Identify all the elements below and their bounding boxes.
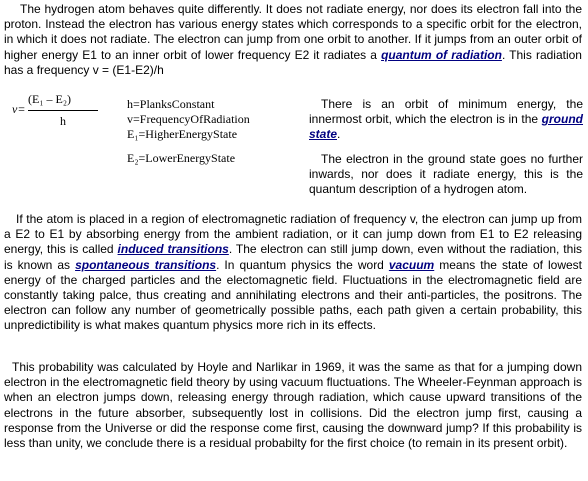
ground-text-after: . [337,127,341,142]
field-text-1: If the atom is placed in a region of electromagnetic radiation of frequency v, the electron can jump up from a E2 to E1 by absorbing energy from the ambient radiation, or it can jump down from E1 to E2 releasing energy, this is called [4,212,582,257]
frequency-formula [12,88,102,138]
field-text-3: . In quantum physics the word [216,257,384,272]
definition-lower-energy: E₂=LowerEnergyState [127,151,236,165]
formula-nu: v= [12,102,26,116]
formula-definitions [127,97,307,166]
definition-planck: h=PlanksConstant [127,97,215,111]
transitions-paragraph [4,212,582,334]
field-text-2: . The electron can still jump down, even without the radiation, this is known as [4,242,582,272]
spontaneous-transitions-link[interactable]: spontaneous transitions [75,257,217,272]
formula-denominator: h [60,114,66,128]
formula-numerator: (E₁ – E₂) [28,92,72,106]
field-text-4: means the state of lowest energy of the charged particles and the electomagnetic field. Fluctuations in the electromagnetic field are constantly taking palce, thus creating and annihilating electrons and their anti-particles, the positrons. The electron can follow any number of geometrically possible paths, each path given a certain probability, this unpredictibility is what makes quantum physics more rich in its effects. [4,257,583,333]
intro-text-after: . This radiation has a frequency v = (E1-E2)/h [4,47,582,77]
definition-higher-energy: E₁=HigherEnergyState [127,127,238,141]
ground-text: There is an orbit of minimum energy, the innermost orbit, which the electron is in the [309,97,583,127]
induced-transitions-link[interactable]: induced transitions [117,242,229,257]
ground-state-column [309,97,583,197]
quantum-of-radiation-link[interactable]: quantum of radiation [381,47,502,62]
ground-state-link[interactable]: ground state [309,112,583,142]
intro-paragraph [4,2,582,78]
probability-paragraph: This probability was calculated by Hoyle and Narlikar in 1969, it was the same as that for a jumping down electron in the electromagnetic field theory by using vacuum fluctuations. The Wheeler-Feynman approach is when an electron jumps down, releasing energy through radiation, which cause upward transitions of the electrons in the future absorber, subsequently lost in collisions. Did the electron jump first, causing a response from the Universe or did the response come first, causing the downward jump? If this probability is less than unity, we conclude there is a residual probabilty for the first choice (to remain in its present orbit). [4,360,582,451]
definition-frequency: v=FrequencyOfRadiation [127,112,250,126]
intro-text: The hydrogen atom behaves quite differently. It does not radiate energy, nor does its electron fall into the proton. Instead the electron has various energy states which corresponds to a specific orbit for the electron, in which it does not radiate. The electron can jump from one orbit to another. If it jumps from an outer orbit of higher energy E1 to an inner orbit of lower frequency E2 it radiates a [4,2,582,62]
ground-state-paragraph [309,97,583,143]
formula-fraction-bar [28,110,98,111]
vacuum-link[interactable]: vacuum [388,257,435,272]
ground-description-paragraph: The electron in the ground state goes no further inwards, nor does it radiate energy, this is the quantum description of a hydrogen atom. [309,151,583,197]
